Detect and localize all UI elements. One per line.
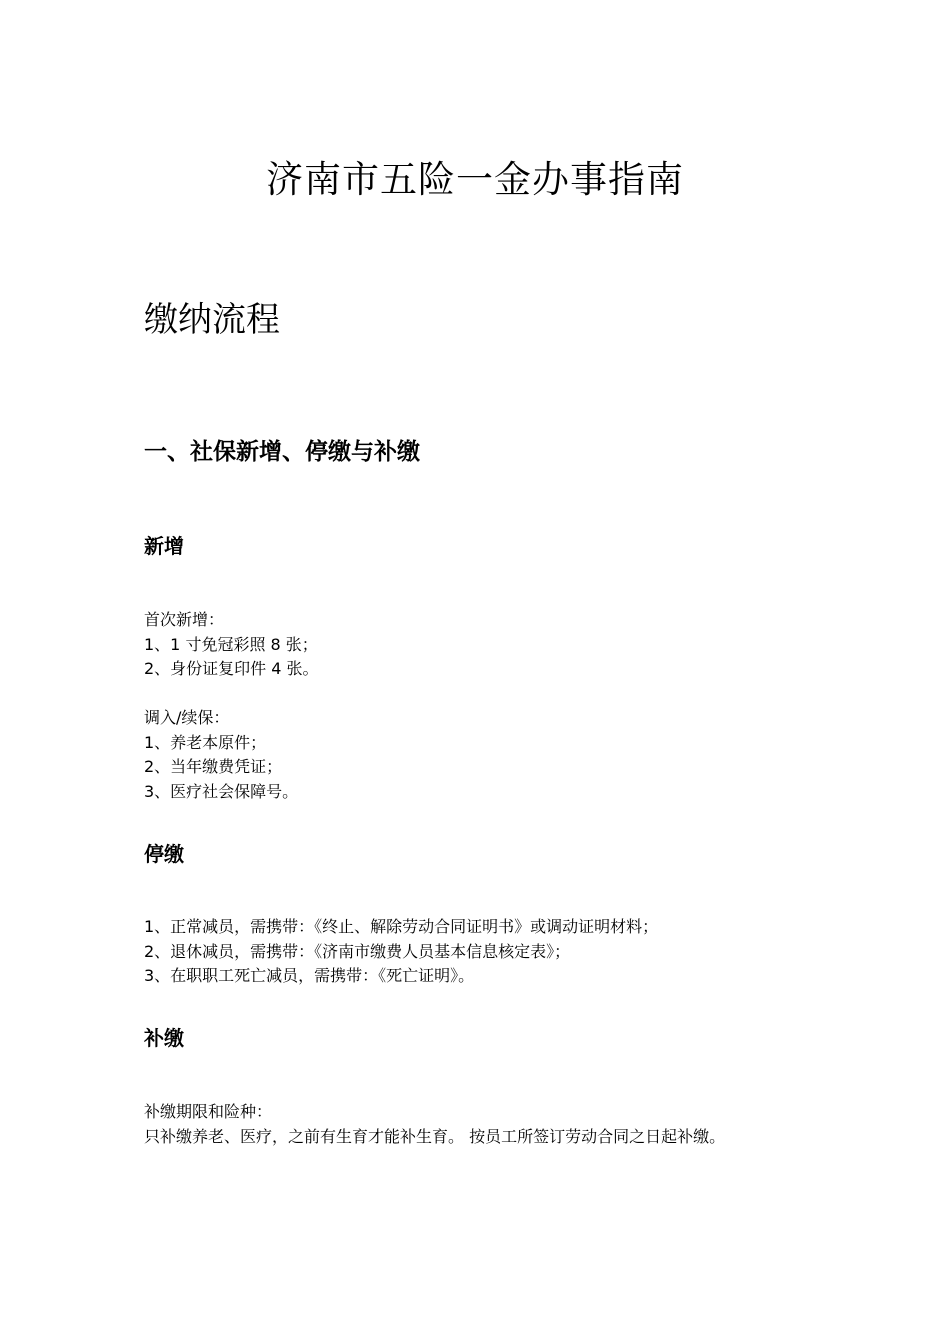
list-item: 1、1 寸免冠彩照 8 张； [144,634,318,654]
list-item: 3、医疗社会保障号。 [144,781,299,801]
list-item: 1、养老本原件； [144,732,267,752]
back-payment-block [144,1100,814,1149]
list-item: 2、身份证复印件 4 张。 [144,659,319,678]
first-time-list [144,633,814,682]
stop-payment-list [144,915,814,989]
back-payment-text: 只补缴养老、医疗，之前有生育才能补生育。 按员工所签订劳动合同之日起补缴。 [144,1126,726,1146]
transfer-list [144,731,814,805]
new-enroll-heading: 新增 [144,534,184,558]
document-title: 济南市五险一金办事指南 [266,158,684,201]
list-item: 3、在职职工死亡减员，需携带：《死亡证明》。 [144,966,475,985]
first-time-enroll-block [144,608,814,682]
list-item: 2、退休减员，需携带：《济南市缴费人员基本信息核定表》； [144,941,571,961]
back-payment-heading: 补缴 [144,1026,184,1050]
back-payment-label: 补缴期限和险种： [144,1102,273,1121]
stop-payment-heading: 停缴 [144,842,184,866]
subsection-title: 一、社保新增、停缴与补缴 [144,439,420,465]
transfer-enroll-block [144,706,814,804]
first-time-label: 首次新增： [144,610,225,629]
section-title: 缴纳流程 [144,300,280,340]
list-item: 2、当年缴费凭证； [144,757,283,776]
transfer-label: 调入/续保： [144,708,230,727]
list-item: 1、正常减员，需携带：《终止、解除劳动合同证明书》或调动证明材料； [144,917,659,936]
